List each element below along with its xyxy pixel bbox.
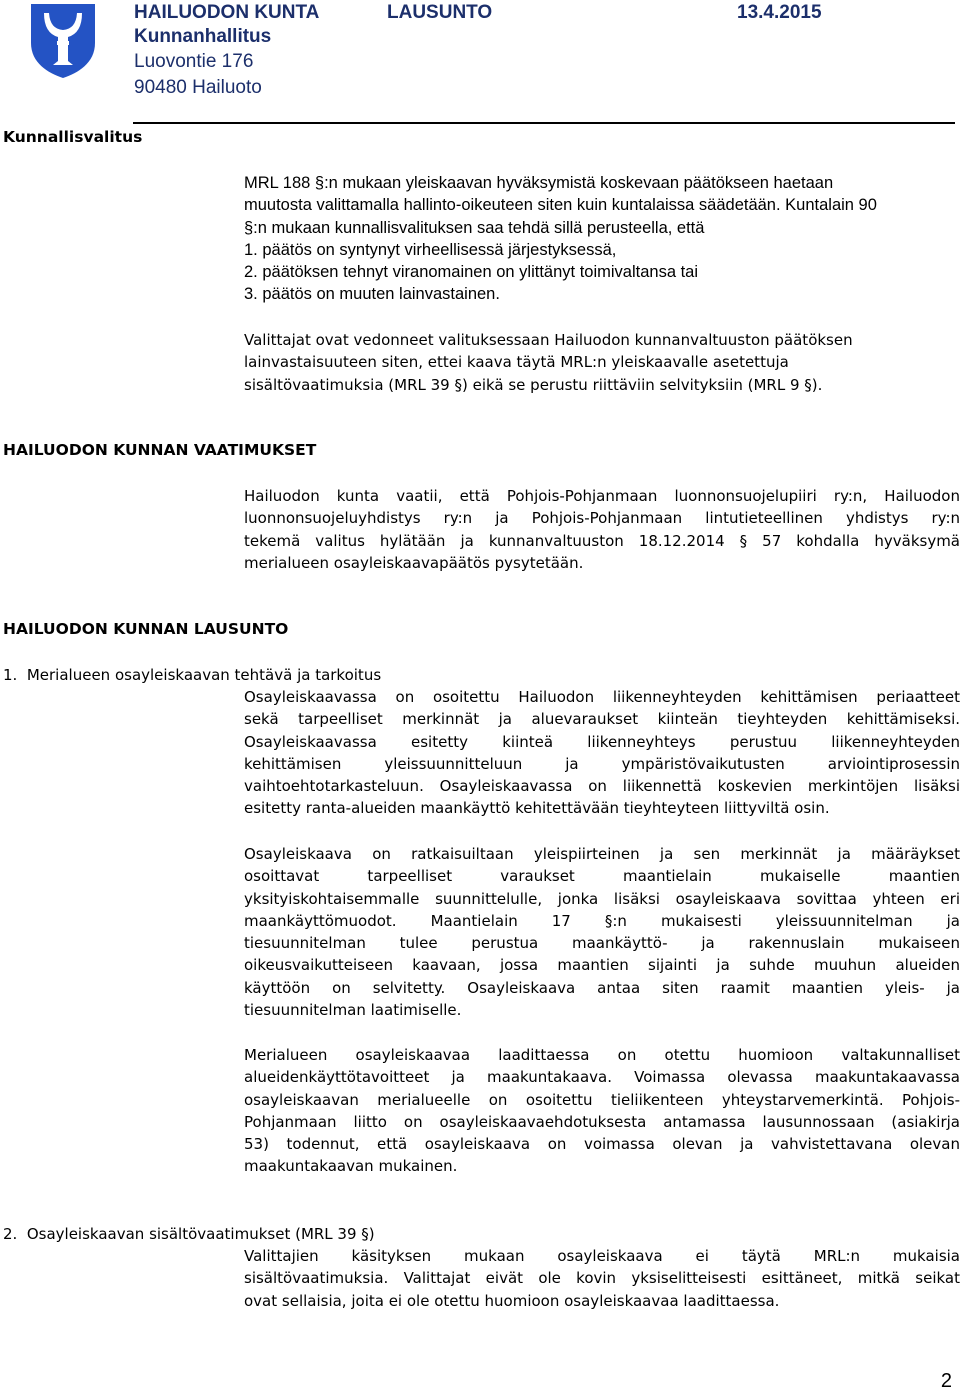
section-2-paragraph-1 bbox=[244, 1245, 960, 1312]
paragraph-line: käyttöön on selvitetty. Osayleiskaava antaa siten raamit maantien yleis- ja bbox=[244, 978, 960, 997]
paragraph-line: merialueen osayleiskaavapäätös pysytetään. bbox=[244, 553, 584, 572]
page-number: 2 bbox=[940, 1370, 952, 1392]
paragraph-line: luonnonsuojeluyhdistys ry:n ja Pohjois-Pohjanmaan lintutieteellinen yhdistys ry:n bbox=[244, 509, 960, 528]
side-title: Kunnallisvalitus bbox=[3, 128, 143, 146]
paragraph-line: Merialueen osayleiskaavaa laadittaessa on otettu huomioon valtakunnalliset bbox=[244, 1046, 960, 1064]
demands-heading: HAILUODON KUNNAN VAATIMUKSET bbox=[3, 441, 317, 459]
paragraph-line: maakuntakaavan mukainen. bbox=[244, 1157, 458, 1176]
paragraph-line: ovat sellaisia, joita ei ole otettu huomioon osayleiskaavaa laadittaessa. bbox=[244, 1291, 780, 1310]
intro-line: 3. päätös on muuten lainvastainen. bbox=[244, 285, 500, 304]
paragraph-line: Osayleiskaava on ratkaisuiltaan yleispiirteinen ja sen merkinnät ja määräykset bbox=[244, 845, 960, 863]
intro-line: MRL 188 §:n mukaan yleiskaavan hyväksymistä koskevaan päätökseen haetaan bbox=[244, 174, 834, 192]
demands-paragraph bbox=[244, 485, 960, 574]
municipality-name: HAILUODON KUNTA bbox=[134, 2, 320, 23]
document-type: LAUSUNTO bbox=[387, 2, 493, 23]
header-divider bbox=[133, 122, 955, 124]
paragraph-line: 53) todennut, että osayleiskaava on voimassa olevan ja vahvistettavana olevan bbox=[244, 1135, 960, 1154]
paragraph-line: Pohjanmaan liitto on osayleiskaavaehdotuksesta antamassa lausunnossaan (asiakirja bbox=[244, 1112, 960, 1131]
section-2-title: 2. Osayleiskaavan sisältövaatimukset (MRL 39 §) bbox=[3, 1225, 375, 1243]
paragraph-line: lainvastaisuuteen siten, ettei kaava täytä MRL:n yleiskaavalle asetettuja bbox=[244, 353, 789, 372]
paragraph-line: Hailuodon kunta vaatii, että Pohjois-Pohjanmaan luonnonsuojelupiiri ry:n, Hailuodon bbox=[244, 487, 960, 505]
paragraph-line: tiesuunnitelman laatimiselle. bbox=[244, 1001, 462, 1020]
postal-address: 90480 Hailuoto bbox=[134, 77, 262, 98]
paragraph-line: osayleiskaavan merialueelle on osoitettu tieliikenteen yhteystarvemerkintä. Pohjois- bbox=[244, 1090, 960, 1109]
intro-line: muutosta valittamalla hallinto-oikeuteen siten kuin kuntalaissa säädetään. Kuntalain 90 bbox=[244, 196, 877, 215]
paragraph-line: Valittajien käsityksen mukaan osayleiskaava ei täytä MRL:n mukaisia bbox=[244, 1247, 960, 1265]
section-1-paragraph-3 bbox=[244, 1044, 960, 1178]
paragraph-line: Osayleiskaavassa on osoitettu Hailuodon liikenneyhteyden kehittämisen periaatteet bbox=[244, 688, 960, 706]
paragraph-line: sekä tarpeelliset merkinnät ja aluevaraukset kiinteän tieyhteyden kehittämiseksi. bbox=[244, 710, 960, 729]
intro-line: 2. päätöksen tehnyt viranomainen on ylittänyt toimivaltansa tai bbox=[244, 263, 699, 282]
paragraph-line: maankäyttömuodot. Maantielain 17 §:n mukaisesti yleissuunnitelman ja bbox=[244, 911, 960, 930]
paragraph-line: sisältövaatimuksia (MRL 39 §) eikä se perustu riittäviin selvityksiin (MRL 9 §). bbox=[244, 375, 823, 394]
intro-line: §:n mukaan kunnallisvalituksen saa tehdä sillä perusteella, että bbox=[244, 218, 705, 237]
document-date: 13.4.2015 bbox=[737, 2, 822, 23]
paragraph-line: esitetty ranta-alueiden maankäyttö kehitettävään tieyhteyteen liittyviltä osin. bbox=[244, 799, 830, 818]
appellants-paragraph bbox=[244, 329, 960, 396]
board-name: Kunnanhallitus bbox=[134, 26, 272, 47]
statement-heading: HAILUODON KUNNAN LAUSUNTO bbox=[3, 620, 289, 638]
paragraph-line: vaihtoehtotarkasteluun. Osayleiskaavassa on liikennettä koskevien merkintöjen lisäksi bbox=[244, 777, 960, 796]
paragraph-line: alueidenkäyttötavoitteet ja maakuntakaava. Voimassa olevassa maakuntakaavassa bbox=[244, 1068, 960, 1087]
section-1-title: 1. Merialueen osayleiskaavan tehtävä ja tarkoitus bbox=[3, 666, 382, 684]
intro-line: 1. päätös on syntynyt virheellisessä järjestyksessä, bbox=[244, 240, 617, 259]
paragraph-line: sisältövaatimuksia. Valittajat eivät ole kovin yksiselitteisesti esittäneet, mitkä seikat bbox=[244, 1269, 960, 1288]
paragraph-line: oikeusvaikutteiseen kaavaan, jossa maantien sijainti ja suhde muuhun alueiden bbox=[244, 956, 960, 975]
paragraph-line: kehittämisen yleissuunnitteluun ja ympäristövaikutusten arviointiprosessin bbox=[244, 754, 960, 773]
paragraph-line: yksityiskohtaisemmalle suunnittelulle, jonka lisäksi osayleiskaava sovittaa yhteen eri bbox=[244, 889, 960, 908]
paragraph-line: osoittavat tarpeelliset varaukset maantielain mukaiselle maantien bbox=[244, 867, 960, 886]
paragraph-line: tiesuunnitelman tulee perustua maankäyttö- ja rakennuslain mukaiseen bbox=[244, 934, 960, 953]
paragraph-line: Osayleiskaavassa esitetty kiinteä liikenneyhteys perustuu liikenneyhteyden bbox=[244, 732, 960, 751]
section-1-paragraph-2 bbox=[244, 843, 960, 1021]
paragraph-line: tekemä valitus hylätään ja kunnanvaltuuston 18.12.2014 § 57 kohdalla hyväksymä bbox=[244, 531, 960, 550]
intro-paragraph bbox=[244, 172, 960, 306]
paragraph-line: Valittajat ovat vedonneet valituksessaan Hailuodon kunnanvaltuuston päätöksen bbox=[244, 331, 853, 349]
section-1-paragraph-1 bbox=[244, 686, 960, 820]
street-address: Luovontie 176 bbox=[134, 51, 254, 72]
coat-of-arms-logo bbox=[30, 3, 96, 79]
